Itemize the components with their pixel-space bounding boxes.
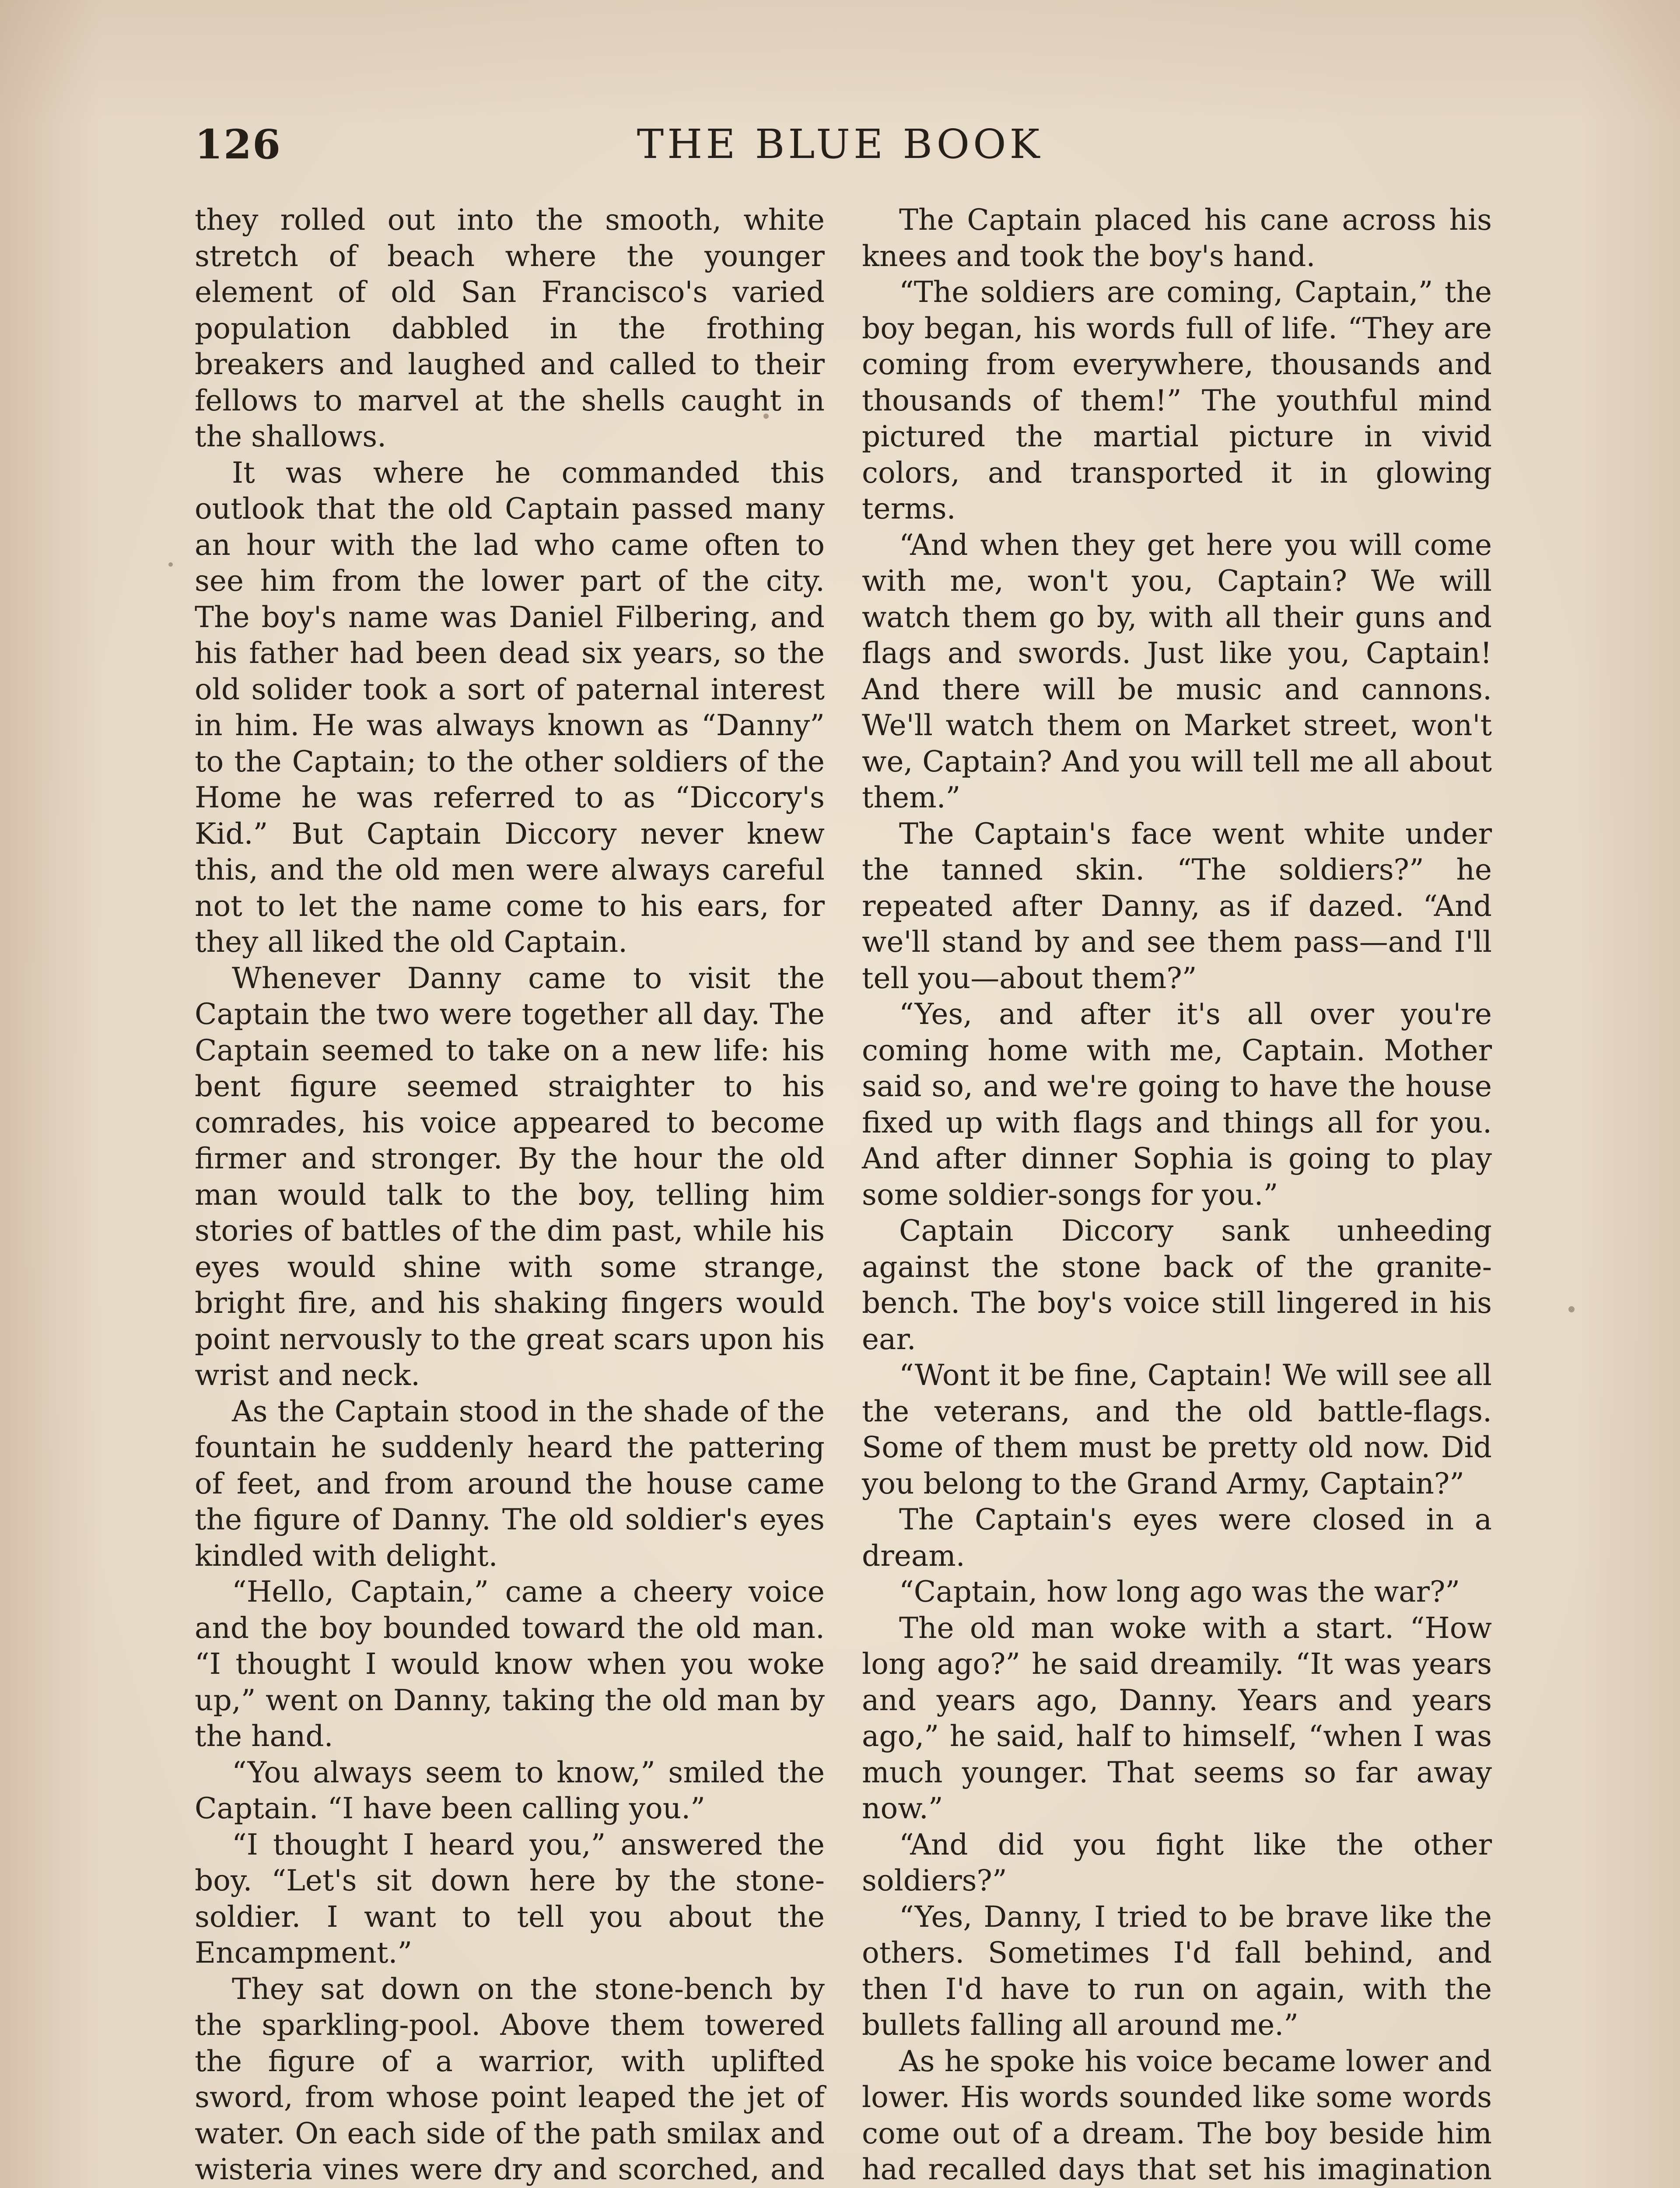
paragraph: “And when they get here you will come with me, won't you, Captain? We will watch them go by, with all their guns and flags and swords. Just like you, Captain! And there will be music and cannons. We'll watch them on Market street, won't we, Captain? And you will tell me all about them.” bbox=[862, 528, 1492, 814]
paragraph: “Wont it be fine, Captain! We will see all the veterans, and the old battle-flags. Some of them must be pretty old now. Did you belong to the Grand Army, Captain?” bbox=[862, 1358, 1492, 1501]
paragraph: They sat down on the stone-bench by the sparkling-pool. Above them towered the figure of a warrior, with uplifted sword, from whose point leaped the jet of water. On each side of the path smilax and wisteria vines were dry and scorched, and bbox=[195, 1972, 825, 2186]
paragraph: “I thought I heard you,” answered the boy. “Let's sit down here by the stone-soldier. I want to tell you about the Encampment.” bbox=[195, 1827, 825, 1970]
paragraph: As the Captain stood in the shade of the fountain he suddenly heard the pattering of feet, and from around the house came the figure of Danny. The old soldier's eyes kindled with delight. bbox=[195, 1394, 825, 1573]
paragraph: “Yes, and after it's all over you're coming home with me, Captain. Mother said so, and we're going to have the house fixed up with flags and things all for you. And after dinner Sophia is going to play some soldier-songs for you.” bbox=[862, 997, 1492, 1212]
paragraph: The Captain's face went white under the tanned skin. “The soldiers?” he repeated after Danny, as if dazed. “And we'll stand by and see them pass—and I'll tell you—about them?” bbox=[862, 817, 1492, 995]
paragraph: The Captain's eyes were closed in a dream. bbox=[862, 1503, 1492, 1573]
page-header bbox=[195, 118, 1485, 179]
paper-speck bbox=[168, 562, 173, 567]
paragraph: The Captain placed his cane across his knees and took the boy's hand. bbox=[862, 203, 1492, 273]
paper-speck bbox=[1568, 1306, 1575, 1312]
paragraph: Whenever Danny came to visit the Captain the two were together all day. The Captain seemed to take on a new life: his bent figure seemed straighter to his comrades, his voice appeared to become firmer and stronger. By the hour the old man would talk to the boy, telling him stories of battles of the dim past, while his eyes would shine with some strange, bright fire, and his shaking fingers would point nervously to the great scars upon his wrist and neck. bbox=[195, 961, 825, 1392]
running-head-title: THE BLUE BOOK bbox=[637, 121, 1043, 168]
paragraph: they rolled out into the smooth, white stretch of beach where the younger element of old San Francisco's varied population dabbled in the frothing breakers and laughed and called to their fellows to marvel at the shells caught in the shallows. bbox=[195, 203, 825, 453]
paragraph: “Yes, Danny, I tried to be brave like the others. Sometimes I'd fall behind, and then I'd have to run on again, with the bullets falling all around me.” bbox=[862, 1900, 1492, 2042]
left-column bbox=[195, 202, 825, 2188]
page-number: 126 bbox=[195, 121, 282, 168]
paragraph: “Hello, Captain,” came a cheery voice and the boy bounded toward the old man. “I thought I would know when you woke up,” went on Danny, taking the old man by the hand. bbox=[195, 1575, 825, 1753]
paragraph: “You always seem to know,” smiled the Captain. “I have been calling you.” bbox=[195, 1755, 825, 1825]
paragraph: “The soldiers are coming, Captain,” the boy began, his words full of life. “They are coming from everywhere, thousands and thousands of them!” The youthful mind pictured the martial picture in vivid colors, and transported it in glowing terms. bbox=[862, 275, 1492, 526]
paragraph: “And did you fight like the other soldiers?” bbox=[862, 1827, 1492, 1897]
right-column bbox=[862, 202, 1492, 2188]
paragraph: As he spoke his voice became lower and lower. His words sounded like some words come out of a dream. The boy beside him had recalled days that set his imagination bbox=[862, 2044, 1492, 2186]
paper-speck bbox=[763, 414, 769, 419]
paragraph: The old man woke with a start. “How long ago?” he said dreamily. “It was years and years ago, Danny. Years and years ago,” he said, half to himself, “when I was much younger. That seems so far away now.” bbox=[862, 1611, 1492, 1825]
paragraph: Captain Diccory sank unheeding against the stone back of the granite-bench. The boy's voice still lingered in his ear. bbox=[862, 1214, 1492, 1356]
paragraph: It was where he commanded this outlook that the old Captain passed many an hour with the lad who came often to see him from the lower part of the city. The boy's name was Daniel Filbering, and his father had been dead six years, so the old solider took a sort of paternal interest in him. He was always known as “Danny” to the Captain; to the other soldiers of the Home he was referred to as “Diccory's Kid.” But Captain Diccory never knew this, and the old men were always careful not to let the name come to his ears, for they all liked the old Captain. bbox=[195, 456, 825, 959]
paragraph: “Captain, how long ago was the war?” bbox=[899, 1575, 1460, 1609]
